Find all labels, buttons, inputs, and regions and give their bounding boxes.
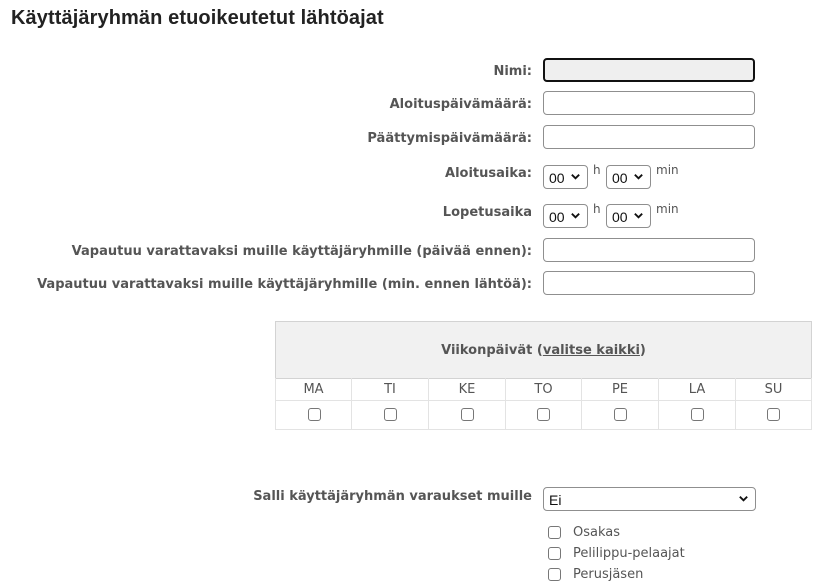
start-hour-value: 00 bbox=[549, 170, 565, 186]
allow-label: Salli käyttäjäryhmän varaukset muille bbox=[253, 489, 532, 504]
weekday-checkbox-su[interactable] bbox=[767, 408, 780, 421]
start-hour-select[interactable] bbox=[543, 165, 588, 189]
weekday-ke: KE bbox=[429, 378, 506, 430]
end-hour-value: 00 bbox=[549, 209, 565, 225]
end-minute-value: 00 bbox=[612, 209, 628, 225]
weekday-la: LA bbox=[659, 378, 736, 430]
group-checkbox-pelilippu[interactable] bbox=[548, 547, 561, 560]
weekday-checkbox-la[interactable] bbox=[691, 408, 704, 421]
weekday-ti: TI bbox=[352, 378, 429, 430]
weekdays-grid bbox=[275, 378, 812, 430]
name-label: Nimi: bbox=[493, 64, 532, 79]
hour-unit: h bbox=[593, 163, 601, 177]
weekdays-header: Viikonpäivät (valitse kaikki) bbox=[275, 321, 812, 379]
group-label-perusjasen: Perusjäsen bbox=[573, 567, 644, 582]
chevron-down-icon bbox=[738, 493, 749, 504]
page-title: Käyttäjäryhmän etuoikeutetut lähtöajat bbox=[11, 7, 384, 29]
group-checkbox-osakas[interactable] bbox=[548, 526, 561, 539]
start-time-label: Aloitusaika: bbox=[445, 166, 532, 181]
chevron-down-icon bbox=[570, 210, 581, 221]
weekday-checkbox-ke[interactable] bbox=[461, 408, 474, 421]
group-checkbox-perusjasen[interactable] bbox=[548, 568, 561, 581]
weekday-checkbox-ma[interactable] bbox=[308, 408, 321, 421]
weekday-checkbox-to[interactable] bbox=[537, 408, 550, 421]
end-date-input[interactable] bbox=[543, 125, 755, 149]
release-minutes-input[interactable] bbox=[543, 271, 755, 295]
chevron-down-icon bbox=[570, 171, 581, 182]
weekday-ma: MA bbox=[275, 378, 352, 430]
start-date-label: Aloituspäivämäärä: bbox=[389, 97, 532, 112]
release-days-input[interactable] bbox=[543, 238, 755, 262]
weekday-to: TO bbox=[506, 378, 582, 430]
start-minute-select[interactable] bbox=[606, 165, 651, 189]
name-input[interactable] bbox=[543, 58, 755, 82]
weekday-checkbox-pe[interactable] bbox=[614, 408, 627, 421]
chevron-down-icon bbox=[633, 171, 644, 182]
minute-unit: min bbox=[656, 202, 679, 216]
end-minute-select[interactable] bbox=[606, 204, 651, 228]
end-date-label: Päättymispäivämäärä: bbox=[367, 131, 532, 146]
weekday-checkbox-ti[interactable] bbox=[384, 408, 397, 421]
release-days-label: Vapautuu varattavaksi muille käyttäjäryhmille (päivää ennen): bbox=[71, 244, 532, 259]
release-minutes-label: Vapautuu varattavaksi muille käyttäjäryhmille (min. ennen lähtöä): bbox=[37, 277, 532, 292]
divider bbox=[275, 400, 812, 401]
end-time-label: Lopetusaika bbox=[442, 205, 532, 220]
select-all-link[interactable]: valitse kaikki bbox=[542, 343, 640, 358]
start-minute-value: 00 bbox=[612, 170, 628, 186]
group-label-pelilippu: Pelilippu-pelaajat bbox=[573, 546, 685, 561]
weekday-pe: PE bbox=[582, 378, 659, 430]
hour-unit: h bbox=[593, 202, 601, 216]
minute-unit: min bbox=[656, 163, 679, 177]
allow-select-value: Ei bbox=[549, 492, 562, 508]
allow-select[interactable] bbox=[543, 487, 756, 511]
group-label-osakas: Osakas bbox=[573, 525, 621, 540]
weekdays-title: Viikonpäivät bbox=[441, 343, 533, 358]
chevron-down-icon bbox=[633, 210, 644, 221]
weekday-su: SU bbox=[736, 378, 812, 430]
end-hour-select[interactable] bbox=[543, 204, 588, 228]
divider bbox=[275, 429, 812, 430]
start-date-input[interactable] bbox=[543, 91, 755, 115]
